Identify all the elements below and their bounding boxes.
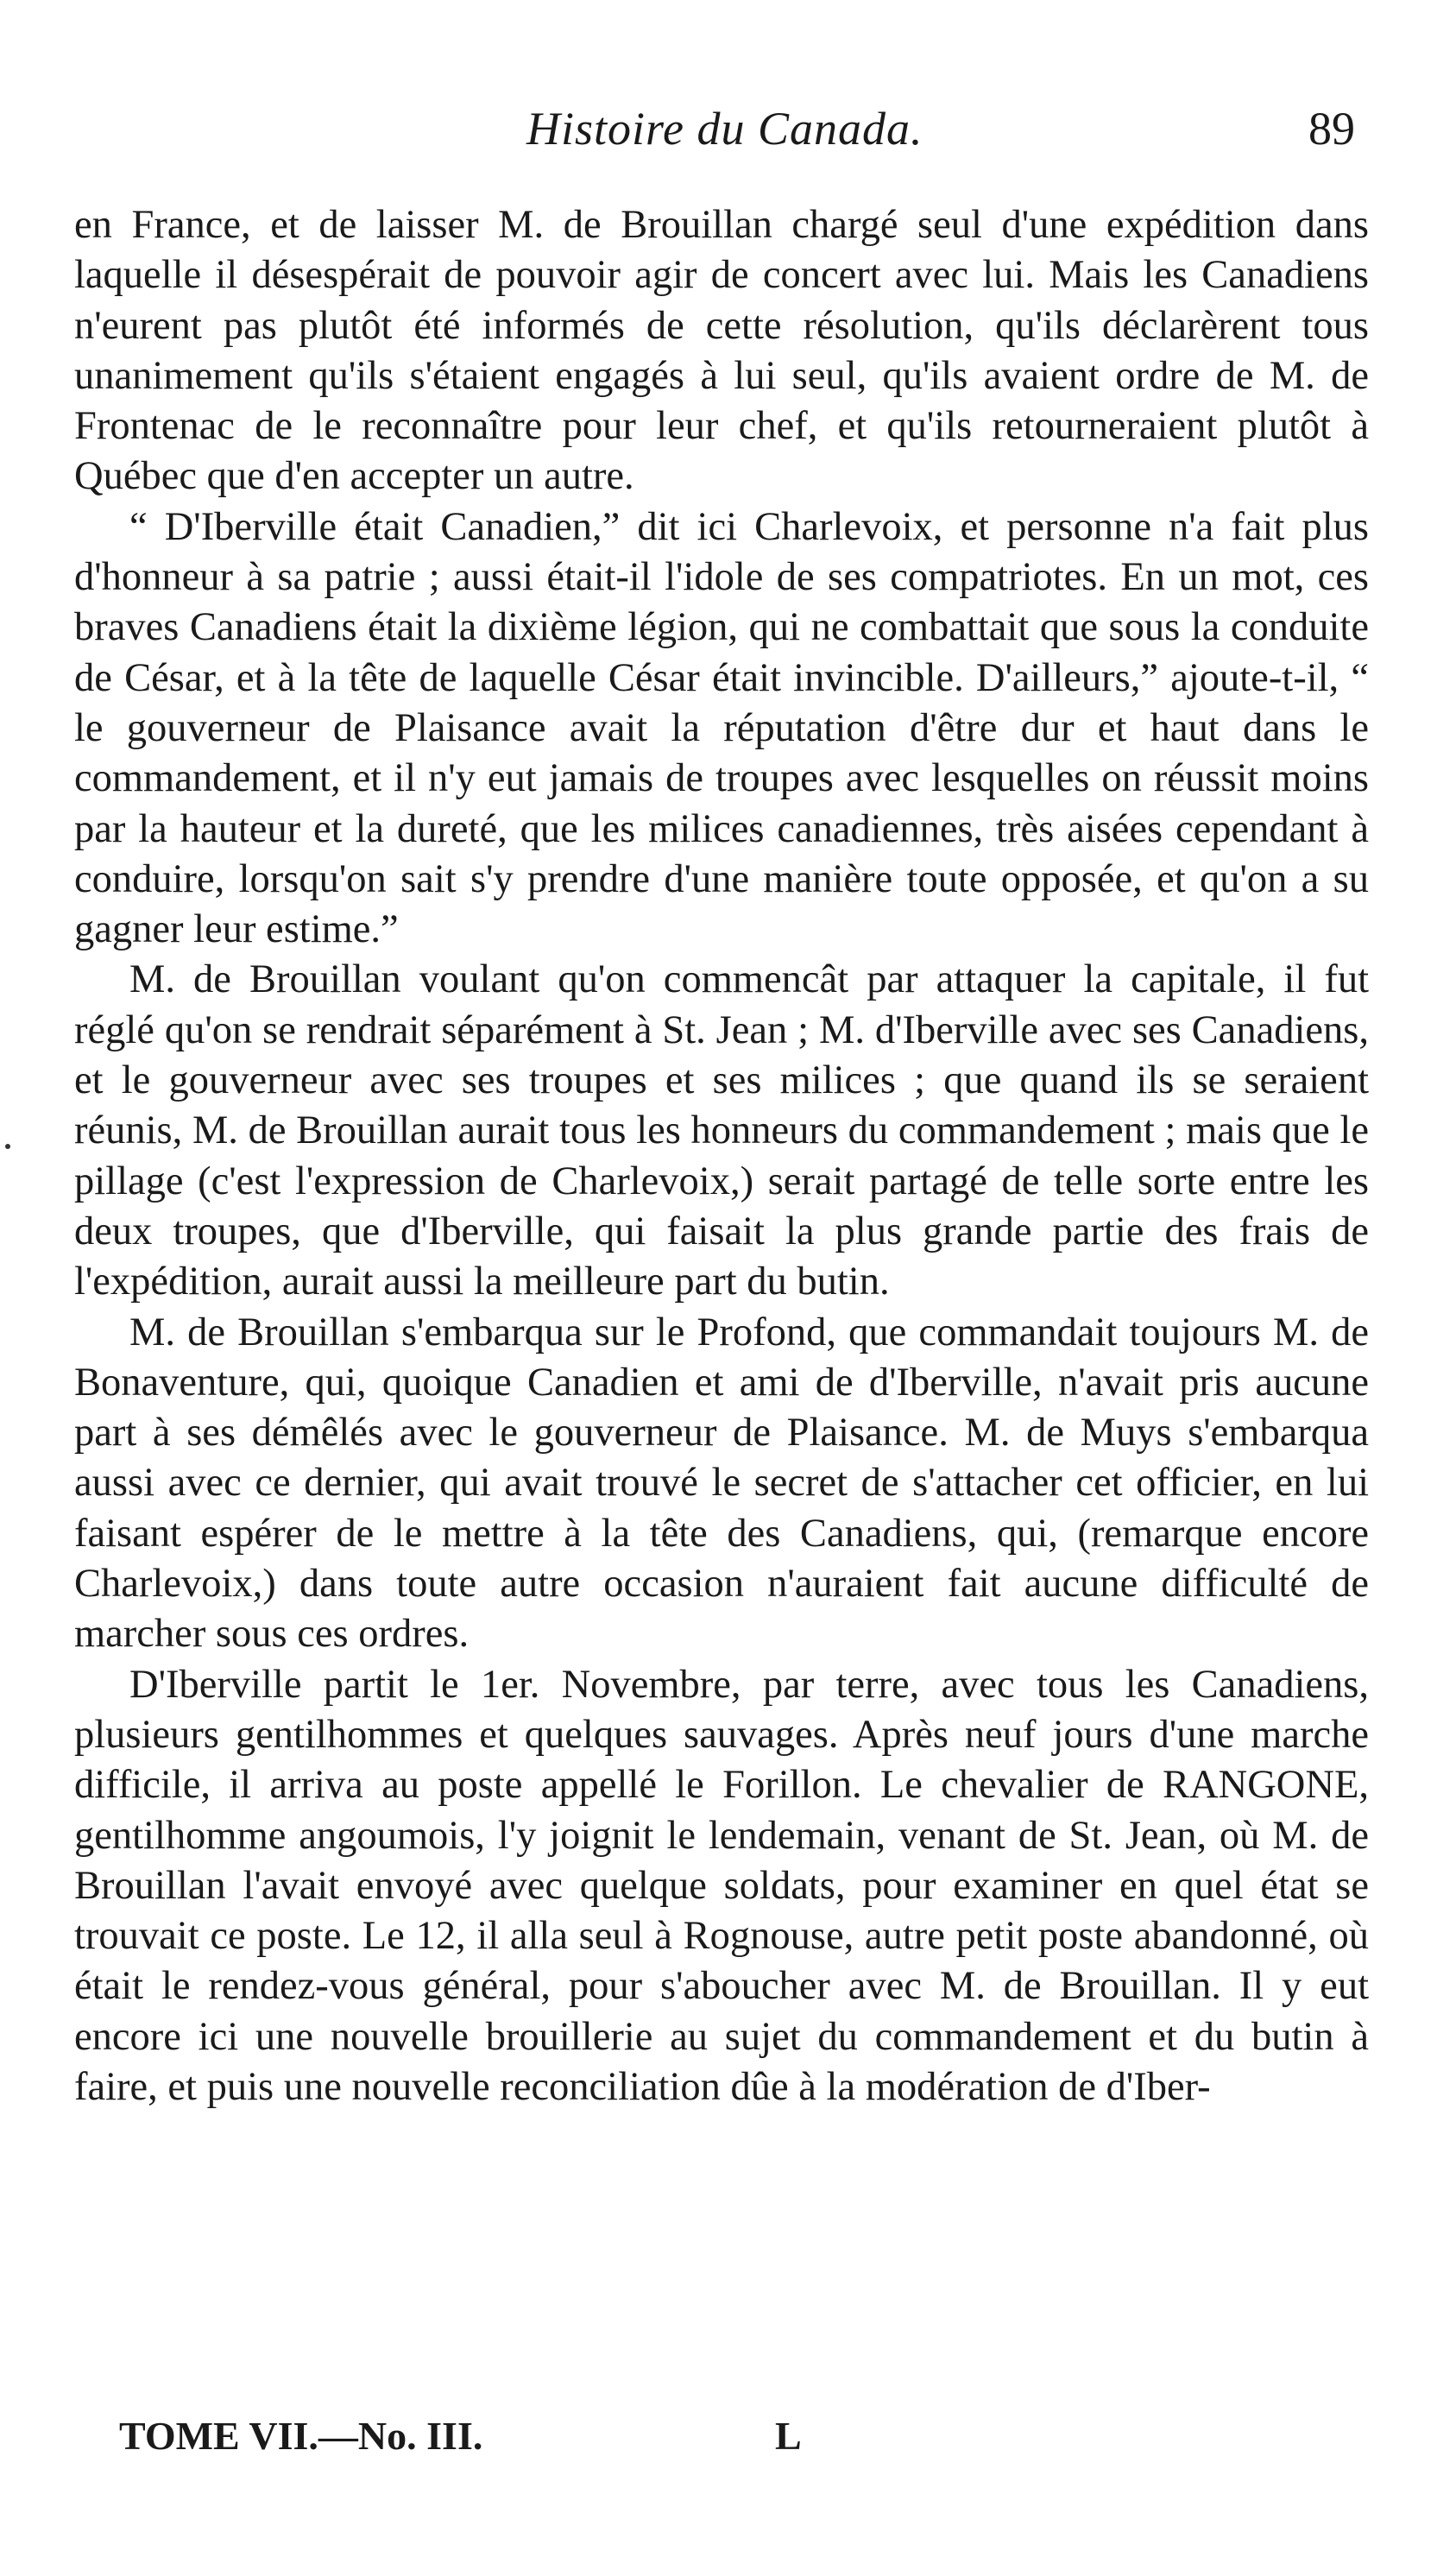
- paragraph-4: M. de Brouillan s'embarqua sur le Profond, que commandait toujours M. de Bonaventure, qui, quoique Canadien et ami de d'Iberville, n'avait pris aucune part à ses démêlés avec le gouverneur de Plaisance. M. de Muys s'embarqua aussi avec ce dernier, qui avait trouvé le secret de s'attacher cet officier, en lui faisant espérer de le mettre à la tête des Canadiens, qui, (remarque encore Charlevoix,) dans toute autre occasion n'auraient fait aucune difficulté de marcher sous ces ordres.: [74, 1310, 1369, 1657]
- paragraph-3: M. de Brouillan voulant qu'on commencât par attaquer la capitale, il fut réglé qu'on se rendrait séparément à St. Jean ; M. d'Iberville avec ses Canadiens, et le gouverneur avec ses troupes et ses milices ; que quand ils se seraient réunis, M. de Brouillan aurait tous les honneurs du commandement ; mais que le pillage (c'est l'expression de Charlevoix,) serait partagé de telle sorte entre les deux troupes, que d'Iberville, qui faisait la plus grande partie des frais de l'expédition, aurait aussi la meilleure part du butin.: [74, 957, 1369, 1304]
- paragraph-2: “ D'Iberville était Canadien,” dit ici Charlevoix, et personne n'a fait plus d'honneur à sa patrie ; aussi était-il l'idole de ses compatriotes. En un mot, ces braves Canadiens était la dixième légion, qui ne combattait que sous la conduite de César, et à la tête de laquelle César était invincible. D'ailleurs,” ajoute-t-il, “ le gouverneur de Plaisance avait la réputation d'être dur et haut dans le commandement, et il n'y eut jamais de troupes avec lesquelles on réussit moins par la hauteur et la dureté, que les milices canadiennes, très aisées cependant à conduire, lorsqu'on sait s'y prendre d'une manière toute opposée, et qu'on a su gagner leur estime.”: [74, 504, 1369, 952]
- page-number: 89: [1308, 103, 1355, 155]
- margin-speck: [5, 1144, 10, 1149]
- paragraph-5: D'Iberville partit le 1er. Novembre, par terre, avec tous les Canadiens, plusieurs gentilhommes et quelques sauvages. Après neuf jours d'une marche difficile, il arriva au poste appellé le Forillon. Le chevalier de RANGONE, gentilhomme angoumois, l'y joignit le lendemain, venant de St. Jean, où M. de Brouillan l'avait envoyé avec quelque soldats, pour examiner en quel état se trouvait ce poste. Le 12, il alla seul à Rognouse, autre petit poste abandonné, où était le rendez-vous général, pour s'aboucher avec M. de Brouillan. Il y eut encore ici une nouvelle brouillerie au sujet du commandement et du butin à faire, et puis une nouvelle reconciliation dûe à la modération de d'Iber-: [74, 1662, 1369, 2109]
- sheet-mark: L: [775, 2414, 802, 2458]
- page-footer: [119, 2413, 1155, 2473]
- running-head: [78, 102, 1364, 171]
- running-title: Histoire du Canada.: [526, 103, 923, 155]
- body-text: [74, 200, 1369, 2112]
- volume-signature: TOME VII.—No. III.: [119, 2414, 483, 2458]
- paragraph-1: en France, et de laisser M. de Brouillan chargé seul d'une expédition dans laquelle il désespérait de pouvoir agir de concert avec lui. Mais les Canadiens n'eurent pas plutôt été informés de cette résolution, qu'ils déclarèrent tous unanimement qu'ils s'étaient engagés à lui seul, qu'ils avaient ordre de M. de Frontenac de le reconnaître pour leur chef, et qu'ils retourneraient plutôt à Québec que d'en accepter un autre.: [74, 203, 1369, 499]
